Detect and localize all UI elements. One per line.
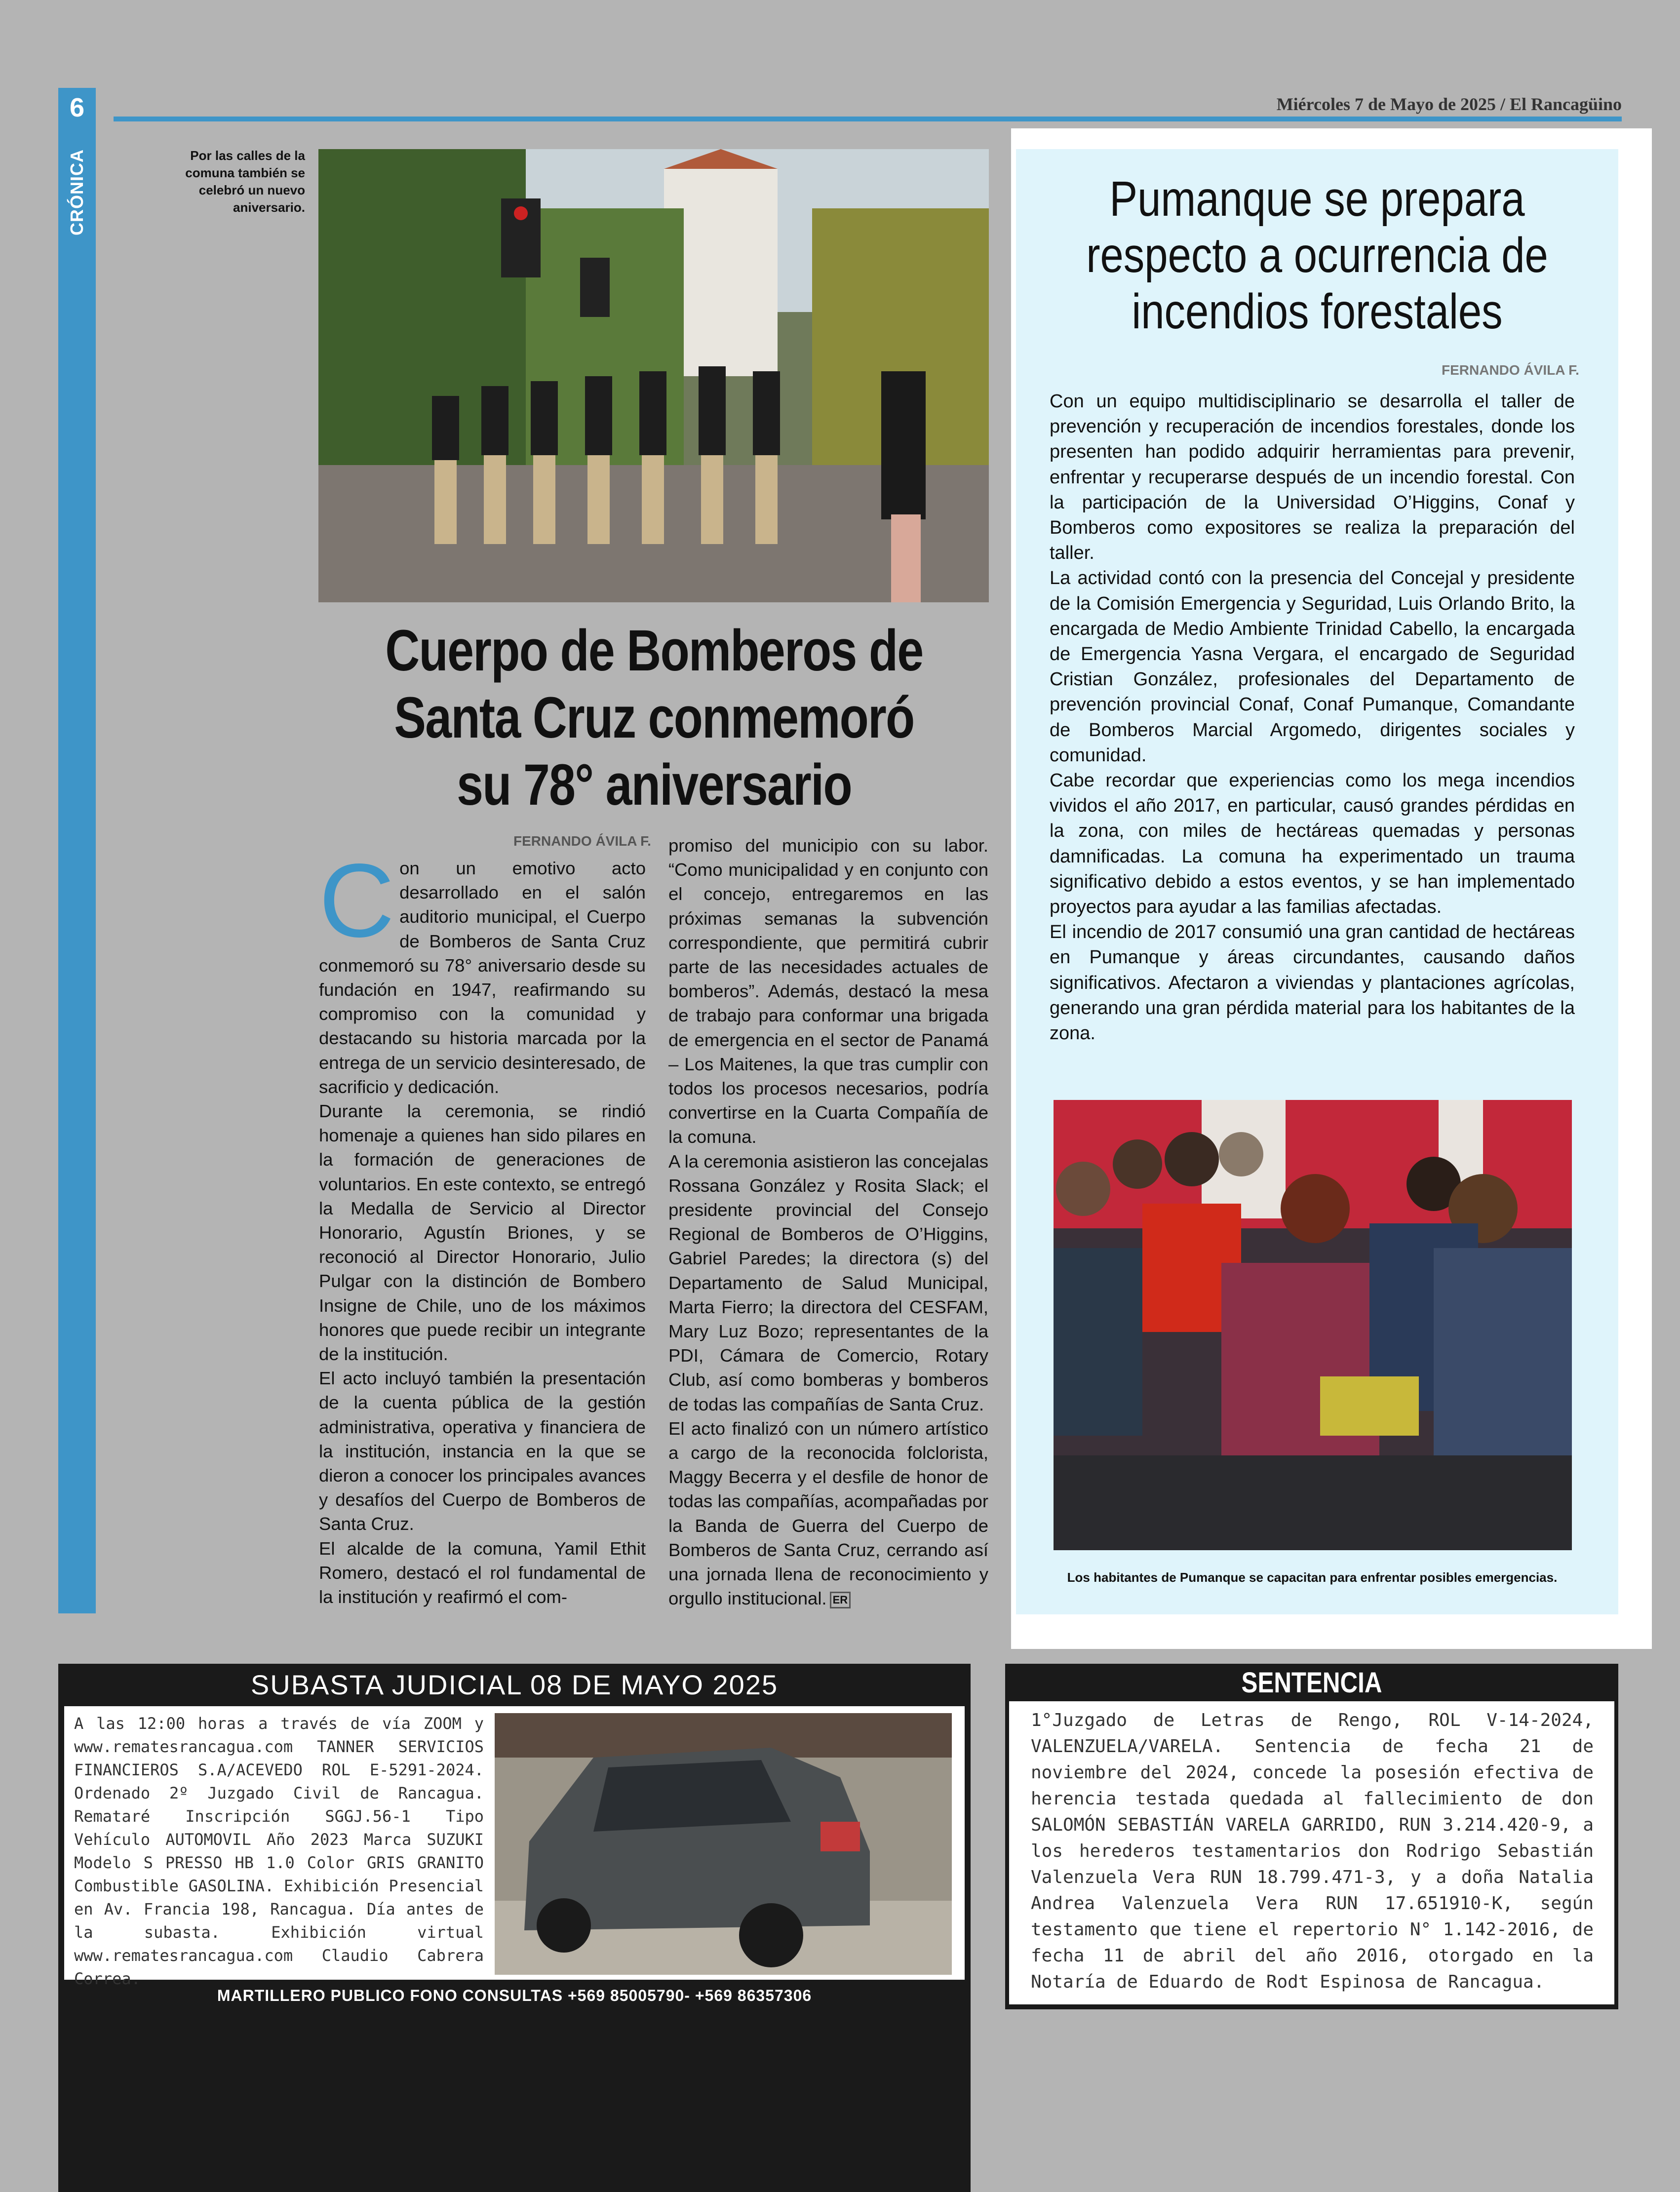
header-rule: [114, 117, 1622, 121]
page-number: 6: [69, 93, 85, 122]
article-headline-pumanque: Pumanque se prepara respecto a ocurrencia de incendios forestales: [1086, 171, 1548, 339]
paragraph: El acto incluyó también la presentación de la cuenta pública de la gestión administrativa, operativa y financiera de la institución, instancia en la que se dieron a conocer los principales avances y desafíos del Cuerpo de Bomberos de Santa Cruz.: [319, 1368, 646, 1534]
dateline: Miércoles 7 de Mayo de 2025 / El Rancagüino: [1276, 94, 1622, 114]
paragraph: Durante la ceremonia, se rindió homenaje a quienes han sido pilares en la formación de generaciones de voluntarios. En este contexto, se entregó la Medalla de Servicio al Director Honorario, Agustín Briones, y se reconoció al Director Honorario, Julio Pulgar con la distinción de Bombero Insigne de Chile, uno de los máximos honores que puede recibir un integrante de la institución.: [319, 1101, 646, 1365]
end-mark-logo: ER: [830, 1592, 851, 1608]
section-label: CRÓNICA: [67, 149, 87, 236]
sentence-text: 1°Juzgado de Letras de Rengo, ROL V-14-2024, VALENZUELA/VARELA. Sentencia de fecha 21 de noviembre del 2024, concede la posesión efectiva de herencia testada quedada al fallecimiento de don SALOMÓN SEBASTIÁN VARELA GARRIDO, RUN 3.214.420-9, a los herederos testamentarios don Rodrigo Sebastián Valenzuela Vera RUN 18.799.471-3, y a doña Natalia Andrea Valenzuela Vera RUN 17.651910-K, según testamento que tiene el repertorio N° 1.142-2016, de fecha 11 de abril del año 2016, otorgado en la Notaría de Eduardo de Rodt Espinosa de Rancagua.: [1031, 1710, 1594, 1992]
paragraph-text: El acto finalizó con un número artístico a cargo de la reconocida folclorista, Maggy Becerra y el desfile de honor de todas las compañías, acompañadas por la Banda de Guerra del Cuerpo de Bomberos de Santa Cruz, cerrando así una jornada llena de reconocimiento y orgullo institucional.: [668, 1418, 988, 1609]
auction-footer: MARTILLERO PUBLICO FONO CONSULTAS +569 85005790- +569 86357306: [217, 1987, 812, 2004]
paragraph: [668, 1416, 988, 1611]
auction-title: SUBASTA JUDICIAL 08 DE MAYO 2025: [250, 1669, 779, 1700]
workshop-photo: [1054, 1100, 1572, 1550]
paragraph: El incendio de 2017 consumió una gran cantidad de hectáreas en Pumanque y áreas circundantes, causando daños significativos. Afectaron a viviendas y plantaciones agrícolas, generando una gran pérdida material para los habitantes de la zona.: [1050, 922, 1575, 1044]
article-column-2: [668, 833, 988, 1611]
section-sidebar: [58, 88, 96, 1613]
auction-text: A las 12:00 horas a través de vía ZOOM y www.rematesrancagua.com TANNER SERVICIOS FINANCIEROS S.A/ACEVEDO ROL E-5291-2024. Ordenado 2º Juzgado Civil de Rancagua. Remataré Inscripción SGGJ.56-1 Tipo Vehículo AUTOMOVIL Año 2023 Marca SUZUKI Modelo S PRESSO HB 1.0 Color GRIS GRANITO Combustible GASOLINA. Exhibición Presencial en Av. Francia 198, Rancagua. Día antes de la subasta. Exhibición virtual www.rematesrancagua.com Claudio Cabrera Correa.: [74, 1714, 484, 1988]
article-byline-pumanque: FERNANDO ÁVILA F.: [1442, 362, 1579, 378]
photo-caption-parade: Por las calles de la comuna también se celebró un nuevo aniversario.: [185, 148, 305, 215]
article-byline: FERNANDO ÁVILA F.: [513, 833, 651, 849]
drop-cap: C: [319, 842, 395, 959]
paragraph: Con un equipo multidisciplinario se desarrolla el taller de prevención y recuperación de incendios forestales, donde los presenten han podido adquirir herramientas para prevenir, enfrentar y recuperarse después de un incendio forestal. Con la participación de la Universidad O’Higgins, Conaf y Bomberos como expositores se realiza la preparación del taller.: [1050, 391, 1575, 564]
paragraph: on un emotivo acto desarrollado en el salón auditorio municipal, el Cuerpo de Bomberos de Santa Cruz conmemoró su 78° aniversario desde su fundación en 1947, reafirmando su compromiso con la comunidad y destacando su historia marcada por la entrega de un servicio desinteresado, de sacrificio y dedicación.: [319, 858, 646, 1097]
paragraph: promiso del municipio con su labor. “Como municipalidad y en conjunto con el concejo, entregaremos en las próximas semanas la subvención correspondiente, que permitirá cubrir parte de las necesidades actuales de bomberos”. Además, destacó la mesa de trabajo para conformar una brigada de emergencia en el sector de Panamá – Los Maitenes, la que tras cumplir con todos los procesos necesarios, podría convertirse en la Cuarta Compañía de la comuna.: [668, 835, 988, 1147]
photo-caption-workshop: Los habitantes de Pumanque se capacitan para enfrentar posibles emergencias.: [1067, 1570, 1558, 1585]
paragraph: Cabe recordar que experiencias como los mega incendios vividos el año 2017, en particular, causó grandes pérdidas en la zona, con miles de hectáreas quemadas y personas damnificadas. La comuna ha experimentado un trauma significativo debido a estos eventos, y se han implementado proyectos para ayudar a las familias afectadas.: [1050, 770, 1575, 918]
paragraph: A la ceremonia asistieron las concejalas Rossana González y Rosita Slack; el presidente provincial del Consejo Regional de Bomberos de O’Higgins, Gabriel Paredes; la directora (s) del Departamento de Salud Municipal, Marta Fierro; la directora del CESFAM, Mary Luz Bozo; representantes de la PDI, Cámara de Comercio, Rotary Club, así como bomberas y bomberos de todas las compañías de Santa Cruz.: [668, 1151, 988, 1414]
paragraph: La actividad contó con la presencia del Concejal y presidente de la Comisión Emergencia y Seguridad, Luis Orlando Brito, la encargada de Medio Ambiente Trinidad Cabello, la encargada de Emergencia Yasna Vergara, el encargado de Seguridad Cristian González, profesionales del Departamento de prevención provincial Conaf, Conaf Pumanque, Comandante de Bomberos Marcial Argomedo, dirigentes sociales y comunidad.: [1050, 568, 1575, 766]
sentence-title: SENTENCIA: [1241, 1667, 1382, 1699]
article-headline: Cuerpo de Bomberos de Santa Cruz conmemoró su 78° aniversario: [385, 618, 923, 818]
article-column-1: [319, 842, 646, 1609]
parade-photo: [318, 149, 989, 602]
article-body-pumanque: [1050, 389, 1575, 1046]
car-photo: [495, 1713, 952, 1975]
paragraph: El alcalde de la comuna, Yamil Ethit Romero, destacó el rol fundamental de la institución y reafirmó el com-: [319, 1538, 646, 1607]
